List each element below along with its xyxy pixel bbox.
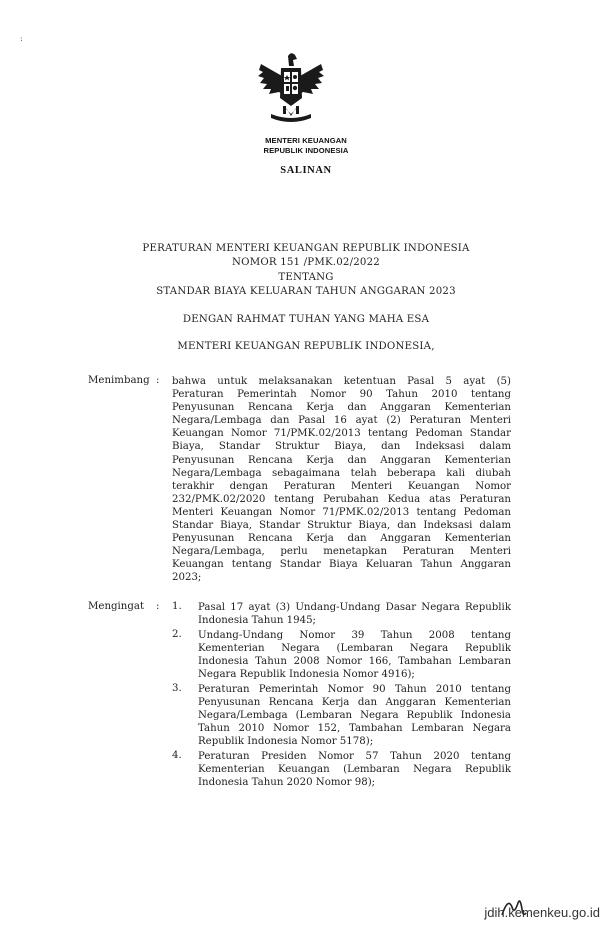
mengingat-item-text [198, 601, 511, 627]
institution-country: REPUBLIK INDONESIA [263, 146, 349, 155]
mengingat-item-number: 1. [172, 601, 182, 612]
mengingat-item-text [198, 683, 511, 748]
menimbang-colon: : [156, 375, 160, 386]
menimbang-line: Penyusunan Rencana Kerja dan Anggaran Kementerian [172, 454, 511, 466]
authority: MENTERI KEUANGAN REPUBLIK INDONESIA, [177, 341, 435, 352]
menimbang-line: 232/PMK.02/2020 tentang Perubahan Kedua atas Peraturan [172, 493, 511, 505]
mengingat-item-text [198, 750, 511, 789]
mengingat-line: Peraturan Presiden Nomor 57 Tahun 2020 tentang [198, 750, 511, 762]
menimbang-line: Penyusunan Rencana Kerja dan Anggaran Kementerian [172, 402, 511, 414]
mengingat-line: Tahun 2010 Nomor 152, Tambahan Lembaran Negara [198, 722, 511, 734]
menimbang-line: bahwa untuk melaksanakan ketentuan Pasal 5 ayat (5) [172, 376, 511, 387]
mengingat-line: Penyusunan Rencana Kerja dan Anggaran Kementerian [198, 696, 511, 708]
menimbang-label: Menimbang [88, 375, 150, 386]
mengingat-line: Indonesia Tahun 2020 Nomor 98); [198, 776, 376, 788]
menimbang-line: Standar Biaya, Standar Struktur Biaya, dan Indeksasi dalam [172, 520, 511, 532]
footer-watermark: jdih.kemenkeu.go.id [484, 905, 600, 920]
menimbang-line: Biaya, Standar Struktur Biaya, dan Indeksasi dalam [172, 441, 511, 453]
mengingat-item-number: 3. [172, 682, 182, 694]
copy-stamp: SALINAN [280, 165, 332, 176]
mengingat-item-number: 4. [172, 749, 182, 761]
menimbang-line: Negara/Lembaga sebagaimana telah beberapa kali diubah [172, 467, 511, 479]
menimbang-line: Menteri Keuangan Nomor 71/PMK.02/2013 tentang Pedoman [172, 506, 511, 518]
mengingat-line: Negara/Lembaga (Lembaran Negara Republik Indonesia [198, 709, 511, 721]
mengingat-line: Republik Indonesia Nomor 5178); [198, 735, 374, 747]
menimbang-line: Keuangan Nomor 71/PMK.02/2013 tentang Pedoman Standar [172, 428, 511, 440]
menimbang-line: Negara/Lembaga dan Pasal 16 ayat (2) Peraturan Menteri [172, 415, 511, 427]
menimbang-line: Keuangan tentang Standar Biaya Keluaran Tahun Anggaran [172, 559, 511, 571]
menimbang-line: Penyusunan Rencana Kerja dan Anggaran Kementerian [172, 533, 511, 545]
regulation-title: PERATURAN MENTERI KEUANGAN REPUBLIK INDONESIA [142, 243, 470, 254]
institution-name: MENTERI KEUANGAN [265, 136, 347, 145]
mengingat-line: Peraturan Pemerintah Nomor 90 Tahun 2010 tentang [198, 683, 511, 695]
menimbang-line: terakhir dengan Peraturan Menteri Keuangan Nomor [172, 480, 511, 492]
menimbang-paragraph [172, 375, 511, 585]
invocation: DENGAN RAHMAT TUHAN YANG MAHA ESA [182, 314, 430, 325]
garuda-emblem-icon [255, 50, 327, 128]
menimbang-line: Peraturan Pemerintah Nomor 90 Tahun 2010 tentang [172, 389, 511, 401]
menimbang-line: Negara/Lembaga, perlu menetapkan Peraturan Menteri [172, 546, 511, 558]
scan-mark: : [20, 34, 23, 43]
mengingat-line: Indonesia Tahun 2008 Nomor 166, Tambahan Lembaran [198, 655, 511, 667]
regulation-about: TENTANG [278, 272, 334, 283]
mengingat-line: Kementerian Keuangan (Lembaran Negara Republik [198, 763, 511, 775]
mengingat-line: Negara Republik Indonesia Nomor 4916); [198, 668, 415, 680]
mengingat-colon: : [156, 601, 160, 612]
mengingat-item-number: 2. [172, 628, 182, 640]
regulation-subject: STANDAR BIAYA KELUARAN TAHUN ANGGARAN 2023 [156, 286, 456, 297]
mengingat-line: Undang-Undang Nomor 39 Tahun 2008 tentang [198, 629, 511, 641]
menimbang-line: 2023; [172, 572, 202, 584]
mengingat-label: Mengingat [88, 601, 145, 612]
regulation-number: NOMOR 151 /PMK.02/2022 [232, 257, 380, 268]
mengingat-line: Kementerian Negara (Lembaran Negara Republik [198, 642, 511, 654]
mengingat-line: Indonesia Tahun 1945; [198, 615, 316, 627]
mengingat-line: Pasal 17 ayat (3) Undang-Undang Dasar Negara Republik [198, 602, 511, 613]
mengingat-item-text [198, 629, 511, 681]
